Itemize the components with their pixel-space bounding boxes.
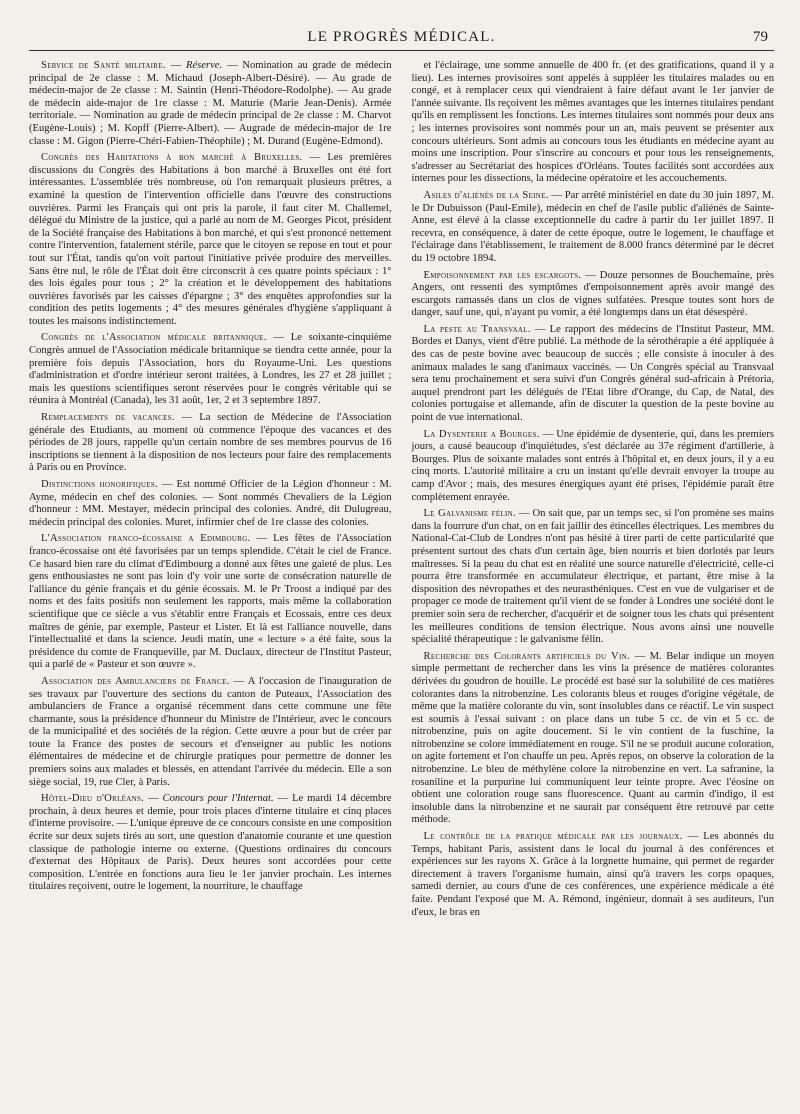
article-paragraph: Congrès de l'Association médicale britannique. — Le soixante-cinquième Congrès annuel de l'Association médicale britannique se tiendra cette année, pour la première fois depuis l'Association, hors du Royaume-Uni. Les questions d'administration et d'ordre intérieur seront traitées, à Londres, les 27 et 28 juillet ; mais les questions scientifiques seront réservées pour le congrès véritable qui se réunira à Montréal (Canada), les 31 août, 1er, 2 et 3 septembre 1897. [29,332,392,407]
article-paragraph: Association des Ambulanciers de France. — A l'occasion de l'inauguration de ses travaux par l'ouverture des sections du canton de Puteaux, l'Association des ambulanciers de France a organisé récemment dans cette commune une fête charmante, sous la présidence d'honneur du Ministre de l'Intérieur, avec le concours de la municipalité et des sociétés de la région. Cette œuvre a pour but de créer par toute la France des postes de secours et d'enseigner au public les notions élémentaires de médecine et de chirurgie pratiques pour permettre de donner les premiers soins aux malades et blessés, en attendant l'arrivée du médecin. Elle a son siège social, 19, rue Cler, à Paris. [29,675,392,788]
article-text: Le mardi 14 décembre prochain, à deux heures et demie, pour trois places d'interne titulaire et cinq places d'interne provisoire. — L'unique épreuve de ce concours consiste en une composition écrite sur deux sujets tirés au sort, une question d'anatomie courante et une question classique de pathologie interne ou externe. (Questions ordinaires du concours d'externat des Hôpitaux de Paris). Deux heures sont accordées pour cette composition. L'entrée en fonctions aura lieu le 1er janvier prochain. Les internes titulaires reçoivent, outre le logement, la nourriture, le chauffage [29,793,392,893]
article-text: Les abonnés du Temps, habitant Paris, assistent dans le local du journal à des conférences et expériences sur les rayons X. Grâce à la lorgnette humaine, qui permet de regarder directement à travers l'organisme humain, ainsi qu'à travers les corps opaques, samedi dernier, au cours d'une de ces conférences, une expérience médicale a été faite. Pendant l'exposé que M. A. Rémond, ingénieur, donnait à ses auditeurs, l'un d'eux, le bras en [411,831,775,918]
article-paragraph: La Dysenterie a Bourges. — Une épidémie de dysenterie, qui, dans les premiers jours, a causé beaucoup d'inquiétudes, s'est déclarée au 37e régiment d'artillerie, à Bourges. Plus de soixante malades sont entrés à l'hôpital et, en deux jours, il y a eu cinq morts. L'autorité militaire a cru un instant qu'elle devrait envoyer la troupe au camp d'Avor ; mais, des mesures énergiques ayant été prises, l'épidémie paraît être complètement enrayée. [411,428,775,503]
article-heading: Recherche des Colorants artificiels du Vin. [423,650,630,662]
article-text: et l'éclairage, une somme annuelle de 400 fr. (et des gratifications, quand il y a lieu). Les internes provisoires sont appelés à suppléer les titulaires malades ou en congé, et à remplacer ceux qui viendraient à faire défaut avant le 1er janvier de l'année suivante. Ils reçoivent les mêmes avantages que les internes titulaires pendant qu'ils en remplissent les fonctions. Les internes titulaires sont nommés pour deux ans ; les internes provisoires sont nommés pour un an, mais peuvent se présenter aux concours ultérieurs. Sont admis au concours tous les étudiants en médecine ayant au moins une inscription. Pour s'inscrire au concours et pour tous les renseignements, s'adresser au Secrétariat des hospices d'Orléans. Toutes facilités sont accordées aux internes pour les dissections, la médecine opératoire et les accouchements. [411,60,774,185]
article-heading: Remplacements de vacances. [41,412,175,424]
article-heading: L'Association franco-écossaise a Edimbourg. [41,533,251,545]
article-text: Les fêtes de l'Association franco-écossaise ont été favorisées par un temps splendide. C'était le ciel de France. Ce hasard bien rare du climat d'Edimbourg a donné aux fêtes une gaieté de plus. Les gens enthousiastes ne sont pas loin d'y voir une sorte de consécration naturelle de l'alliance du génie français et du génie écossais. M. le Pr Troost a indiqué par des noms et des faits positifs non seulement les rapports, mais même la collaboration scientifique que ce siècle a vus s'établir entre Français et Ecossais, entre ces deux maîtres de génie, par exemple, Pasteur et Lister. Et là est l'alliance nouvelle, dans l'intellectualité et dans la science. Jeudi matin, une « lecture » a été faite, sous la présidence du comte de Franqueville, par M. Duclaux, directeur de l'Institut Pasteur, qui a parlé de « Pasteur et son œuvre ». [29,533,392,671]
article-heading: Association des Ambulanciers de France. [41,675,230,687]
article-heading: La peste au Transvaal. [423,323,531,335]
article-paragraph: L'Association franco-écossaise a Edimbourg. — Les fêtes de l'Association franco-écossaise ont été favorisées par un temps splendide. C'était le ciel de France. Ce hasard bien rare du climat d'Edimbourg a donné aux fêtes une gaieté de plus. Les gens enthousiastes ne sont pas loin d'y voir une sorte de consécration naturelle de l'alliance du génie français et du génie écossais. M. le Pr Troost a indiqué par des noms et des faits positifs non seulement les rapports, mais même la collaboration scientifique que ce siècle a vus s'établir entre Français et Ecossais, entre ces deux maîtres de génie, par exemple, Pasteur et Lister. Et là est l'alliance nouvelle, dans l'intellectualité et dans la science. Jeudi matin, une « lecture » a été faite, sous la présidence du comte de Franqueville, par M. Duclaux, directeur de l'Institut Pasteur, qui a parlé de « Pasteur et son œuvre ». [29,533,392,671]
article-paragraph: Asiles d'aliénés de la Seine. — Par arrêté ministériel en date du 30 juin 1897, M. le Dr Dubuisson (Paul-Emile), médecin en chef de l'asile public d'aliénés de Sainte-Anne, est élevé à la classe exceptionnelle du cadre à partir du 1er juillet 1897. Il recevra, en conséquence, à dater de cette époque, outre le logement, le chauffage et l'éclairage dans l'établissement, le traitement de 8.000 francs déterminé par le décret du 19 octobre 1894. [411,189,774,264]
article-heading: Service de Santé militaire. [41,60,166,71]
article-heading: Le contrôle de la pratique médicale par les journaux. [423,831,683,843]
article-paragraph [412,60,775,186]
article-text: Est nommé Officier de la Légion d'honneur : M. Ayme, médecin en chef des colonies. — Sont nommés Chevaliers de la Légion d'honneur : MM. Mestayer, médecin principal des colonies. André, dit Dulugreau, médecin principal des colonies. Muret, infirmier chef de 1re classe des colonies. [29,479,392,528]
article-subheading: Réserve. [185,60,223,71]
article-paragraph: Le Galvanisme félin. — On sait que, par un temps sec, si l'on promène ses mains dans la fourrure d'un chat, on en fait jaillir des étincelles électriques. Les membres du National-Cat-Club de Londres n'ont pas hésité à tirer parti de cette particularité que présentent surtout des chats d'un certain âge, bien nourris et bien dorlotés par leurs maîtresses. Si la peau du chat est en réalité une source naturelle d'électricité, celle-ci pourra être transformée en accumulateur électrique, et partant, être mise à la disposition des névropathes et des neurasthéniques. C'est en vue de vulgariser et de propager ce mode de traitement qu'il vient de se fonder à Londres une société dont le premier soin sera de rechercher, d'acquérir et de soigner tous les chats qui présentent les meilleures conditions de tension électrique. Nous avons ainsi une nouvelle spécialité thérapeutique : le galvanisme félin. [411,508,775,646]
article-heading: Le Galvanisme félin. [423,508,516,520]
article-text: Une épidémie de dysenterie, qui, dans les premiers jours, a causé beaucoup d'inquiétudes, s'est déclarée au 37e régiment d'artillerie, à Bourges. Plus de soixante malades sont entrés à l'hôpital et, en deux jours, il y a eu cinq morts. L'autorité militaire a cru un instant qu'elle devrait envoyer la troupe au camp d'Avor ; mais, des mesures énergiques ayant été prises, l'épidémie paraît être complètement enrayée. [411,428,775,503]
article-subheading: Concours pour l'Internat. [162,793,274,805]
article-paragraph: La peste au Transvaal. — Le rapport des médecins de l'Institut Pasteur, MM. Bordes et Danys, vient d'être publié. La méthode de la sérothérapie a été appliquée à des cas de peste bovine avec beaucoup de succès ; elle consiste à inoculer à des animaux malades le sang d'animaux vaccinés. — Un Congrès spécial au Transvaal sera tenu prochainement et sera suivi d'un Congrès général sud-africain à Prétoria, auquel prendront part les délégués de l'Etat libre d'Orange, du Cap, de Natal, des colonies portugaise et allemande, afin de discuter la question de la peste bovine au point de vue international. [411,323,775,424]
article-text: A l'occasion de l'inauguration de ses travaux par l'ouverture des sections du canton de Puteaux, l'Association des ambulanciers de France a organisé récemment dans cette commune une fête charmante, sous la présidence d'honneur du Ministre de l'Intérieur, avec le concours de la municipalité et des sociétés de la région. Cette œuvre a pour but de créer par toute la France des postes de secours et d'enseigner au public les notions élémentaires de médecine et de chirurgie pratiques pour permettre de donner les premiers soins aux malades et blessés, en attendant l'arrivée du médecin. Elle a son siège social, 19, rue Cler, à Paris. [29,675,392,788]
article-text: Les premières discussions du Congrès des Habitations à bon marché à Bruxelles ont été fort intéressantes. L'assemblée très nombreuse, où l'on remarquait plusieurs prêtres, a examiné la question de l'intervention officielle dans l'œuvre des constructions ouvrières. Parmi les Français qui ont pris la parole, il faut citer M. Challemel, délégué du Ministre de la justice, qui a parlé au nom de M. Georges Picot, président de la Société française des Habitations à bon marché, et qui s'est prononcé nettement contre l'intervention, fatalement stérile, parce que le citoyen se repose en tout et pour tout sur l'État, tandis qu'on voit partout l'initiative privée produire des merveilles. Sans être nul, le rôle de l'État doit être circonscrit à ces quatre points spéciaux : 1° des lois égales pour tous ; 2° la création et le développement des habitations ouvrières favorisés par les caisses d'épargne ; 3° des enquêtes approfondies sur la condition des petits logements ; 4° des mesures générales d'hygiène s'appliquant à toutes les maisons indistinctement. [29,152,392,327]
article-text: Par arrêté ministériel en date du 30 juin 1897, M. le Dr Dubuisson (Paul-Emile), médecin en chef de l'asile public d'aliénés de Sainte-Anne, est élevé à la classe exceptionnelle du cadre à partir du 1er juillet 1897. Il recevra, en conséquence, à dater de cette époque, outre le logement, le chauffage et l'éclairage dans l'établissement, le traitement de 8.000 francs déterminé par le décret du 19 octobre 1894. [411,189,774,264]
article-heading: La Dysenterie a Bourges. [423,428,540,440]
article-text: Le rapport des médecins de l'Institut Pasteur, MM. Bordes et Danys, vient d'être publié. La méthode de la sérothérapie a été appliquée à des cas de peste bovine avec beaucoup de succès ; elle consiste à inoculer à des animaux malades le sang d'animaux vaccinés. — Un Congrès spécial au Transvaal sera tenu prochainement et sera suivi d'un Congrès général sud-africain à Prétoria, auquel prendront part les délégués de l'Etat libre d'Orange, du Cap, de Natal, des colonies portugaise et allemande, afin de discuter la question de la peste bovine au point de vue international. [411,323,775,424]
right-column [412,60,775,923]
article-text: Nomination au grade de médecin principal de 2e classe : M. Michaud (Joseph-Albert-Désiré). — Au grade de médecin-major de 2e classe : M. Saintin (Henri-Théodore-Rodolphe). — Au grade de médecin aide-major de 1re classe : M. Maturie (Marie Jean-Denis). Armée territoriale. — Nomination au grade de médecin principal de 2e classe : M. Charvot (Eugène-Louis) ; M. Kopff (Pierre-Albert). — Augrade de médecin-major de 1re classe : M. Gigon (Pierre-Chéri-Fabien-Théophile) ; M. Durand (Eugène-Edmond). [29,60,392,147]
article-text: Douze personnes de Bouchemaine, près Angers, ont ressenti des symptômes d'empoisonnement après avoir mangé des escargots ramassés dans un clos de vignes sulfatées. Presque toutes sont hors de danger, sauf une, qui, n'ayant pu vomir, a été longtemps dans un état désespéré. [411,269,774,319]
article-paragraph: Service de Santé militaire. — Réserve. — Nomination au grade de médecin principal de 2e classe : M. Michaud (Joseph-Albert-Désiré). — Au grade de médecin-major de 2e classe : M. Saintin (Henri-Théodore-Rodolphe). — Au grade de médecin aide-major de 1re classe : M. Maturie (Marie Jean-Denis). Armée territoriale. — Nomination au grade de médecin principal de 2e classe : M. Charvot (Eugène-Louis) ; M. Kopff (Pierre-Albert). — Augrade de médecin-major de 1re classe : M. Gigon (Pierre-Chéri-Fabien-Théophile) ; M. Durand (Eugène-Edmond). [29,60,392,147]
article-text: On sait que, par un temps sec, si l'on promène ses mains dans la fourrure d'un chat, on en fait jaillir des étincelles électriques. Les membres du National-Cat-Club de Londres n'ont pas hésité à tirer parti de cette particularité que présentent surtout des chats d'un certain âge, bien nourris et bien dorlotés par leurs maîtresses. Si la peau du chat est en réalité une source naturelle d'électricité, celle-ci pourra être transformée en accumulateur électrique, et partant, être mise à la disposition des névropathes et des neurasthéniques. C'est en vue de vulgariser et de propager ce mode de traitement qu'il vient de se fonder à Londres une société dont le premier soin sera de rechercher, d'acquérir et de soigner tous les chats qui présentent les meilleures conditions de tension électrique. Nous avons ainsi une nouvelle spécialité thérapeutique : le galvanisme félin. [411,508,775,646]
article-heading: Congrès des Habitations à bon marché à Bruxelles. [41,152,303,164]
article-heading: Asiles d'aliénés de la Seine. [423,189,549,201]
article-heading: Congrès de l'Association médicale britannique. [41,332,267,344]
left-column [29,60,392,923]
article-heading: Distinctions honorifiques. [41,479,158,490]
article-paragraph: Congrès des Habitations à bon marché à Bruxelles. — Les premières discussions du Congrès des Habitations à bon marché à Bruxelles ont été fort intéressantes. L'assemblée très nombreuse, où l'on remarquait plusieurs prêtres, a examiné la question de l'intervention officielle dans l'œuvre des constructions ouvrières. Parmi les Français qui ont pris la parole, il faut citer M. Challemel, délégué du Ministre de la justice, qui a parlé au nom de M. Georges Picot, président de la Société française des Habitations à bon marché, et qui s'est prononcé nettement contre l'intervention, fatalement stérile, parce que le citoyen se repose en tout et pour tout sur l'État, tandis qu'on voit partout l'initiative privée produire des merveilles. Sans être nul, le rôle de l'État doit être circonscrit à ces quatre points spéciaux : 1° des lois égales pour tous ; 2° la création et le développement des habitations ouvrières favorisés par les caisses d'épargne ; 3° des enquêtes approfondies sur la condition des petits logements ; 4° des mesures générales d'hygiène s'appliquant à toutes les maisons indistinctement. [29,152,392,327]
article-paragraph: Empoisonnement par les escargots. — Douze personnes de Bouchemaine, près Angers, ont ressenti des symptômes d'empoisonnement après avoir mangé des escargots ramassés dans un clos de vignes sulfatées. Presque toutes sont hors de danger, sauf une, qui, n'ayant pu vomir, a été longtemps dans un état désespéré. [411,269,774,319]
article-paragraph: Recherche des Colorants artificiels du Vin. — M. Belar indique un moyen simple permettant de rechercher dans les vins la présence de matières colorantes dérivées du goudron de houille. Le procédé est basé sur la solubilité de ces matières colorantes dans la nitrobenzine. Les colorants bleus et rouges d'origine végétale, de même que la matière colorante du vin, sont insolubles dans ce réactif. Le vin suspect est soumis à l'essai suivant : on place dans un tube 5 cc. de vin et 5 cc. de nitrobenzine, puis on agite doucement. Si le vin contient de la fuschine, la nitrobenzine se colore immédiatement en rouge. S'il ne se produit aucune coloration, on agite fortement et l'on chauffe un peu. Après repos, on observe la coloration de la nitrobenzine. Le bleu de méthylène colore la nitrobenzine en vert. La safranine, la rosaniline et la purpurine lui communiquent leur teinte propre. Avec l'éosine on obtient une coloration rouge sans fluorescence. Quant au carmin d'indigo, il est insoluble dans la nitrobenzine et ne saurait par conséquent être retrouvé par cette méthode. [411,650,775,826]
article-paragraph: Remplacements de vacances. — La section de Médecine de l'Association générale des Etudiants, au moment où commence l'époque des vacances et des périodes de 28 jours, rappelle qu'un certain nombre de ses membres pourvus de 16 inscriptions se tiennent à la disposition de nos lecteurs pour faire des remplacements à Paris ou en Province. [29,412,392,474]
article-heading: Empoisonnement par les escargots. [423,269,582,281]
article-text: Le soixante-cinquième Congrès annuel de l'Association médicale britannique se tiendra cette année, pour la première fois depuis l'Association, hors du Royaume-Uni. Les questions d'administration et d'ordre intérieur seront traitées, à Londres, les 27 et 28 juillet ; mais les questions scientifiques seront réservées pour le congrès véritable qui se réunira à Montréal (Canada), les 31 août, 1er, 2 et 3 septembre 1897. [29,332,392,407]
article-text: La section de Médecine de l'Association générale des Etudiants, au moment où commence l'époque des vacances et des périodes de 28 jours, rappelle qu'un certain nombre de ses membres pourvus de 16 inscriptions se tiennent à la disposition de nos lecteurs pour faire des remplacements à Paris ou en Province. [29,412,392,474]
journal-title: LE PROGRÈS MÉDICAL. [307,29,496,45]
article-paragraph: Distinctions honorifiques. — Est nommé Officier de la Légion d'honneur : M. Ayme, médecin en chef des colonies. — Sont nommés Chevaliers de la Légion d'honneur : MM. Mestayer, médecin principal des colonies. André, dit Dulugreau, médecin principal des colonies. Muret, infirmier chef de 1re classe des colonies. [29,479,392,528]
article-text: M. Belar indique un moyen simple permettant de rechercher dans les vins la présence de matières colorantes dérivées du goudron de houille. Le procédé est basé sur la solubilité de ces matières colorantes dans la nitrobenzine. Les colorants bleus et rouges d'origine végétale, de même que la matière colorante du vin, sont insolubles dans ce réactif. Le vin suspect est soumis à l'essai suivant : on place dans un tube 5 cc. de vin et 5 cc. de nitrobenzine, puis on agite doucement. Si le vin contient de la fuschine, la nitrobenzine se colore immédiatement en rouge. S'il ne se produit aucune coloration, on agite fortement et l'on chauffe un peu. Après repos, on observe la coloration de la nitrobenzine. Le bleu de méthylène colore la nitrobenzine en vert. La safranine, la rosaniline et la purpurine lui communiquent leur teinte propre. Avec l'éosine on obtient une coloration rouge sans fluorescence. Quant au carmin d'indigo, il est insoluble dans la nitrobenzine et ne saurait par conséquent être retrouvé par cette méthode. [411,650,775,826]
page-number: 79 [753,29,768,45]
article-columns [29,60,774,923]
page-header [29,0,774,48]
header-rule [29,50,774,51]
article-paragraph: Le contrôle de la pratique médicale par les journaux. — Les abonnés du Temps, habitant Paris, assistent dans le local du journal à des conférences et expériences sur les rayons X. Grâce à la lorgnette humaine, qui permet de regarder directement à travers l'organisme humain, ainsi qu'à travers les corps opaques, samedi dernier, au cours d'une de ces conférences, une expérience médicale a été faite. Pendant l'exposé que M. A. Rémond, ingénieur, donnait à ses auditeurs, l'un d'eux, le bras en [411,831,775,918]
article-paragraph: Hôtel-Dieu d'Orléans. — Concours pour l'Internat. — Le mardi 14 décembre prochain, à deux heures et demie, pour trois places d'interne titulaire et cinq places d'interne provisoire. — L'unique épreuve de ce concours consiste en une composition écrite sur deux sujets tirés au sort, une question d'anatomie courante et une question classique de pathologie interne ou externe. (Questions ordinaires du concours d'externat des Hôpitaux de Paris). Deux heures sont accordées pour cette composition. L'entrée en fonctions aura lieu le 1er janvier prochain. Les internes titulaires reçoivent, outre le logement, la nourriture, le chauffage [29,793,392,893]
article-heading: Hôtel-Dieu d'Orléans. [41,793,145,805]
